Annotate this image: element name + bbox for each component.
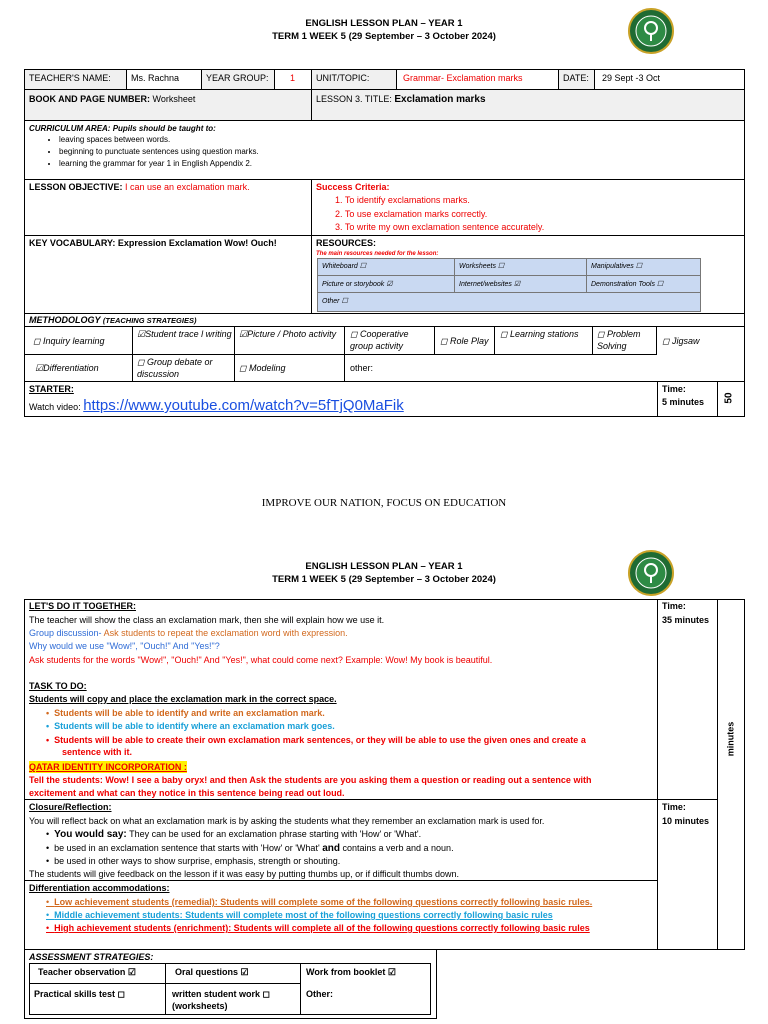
time2-label: Time: — [662, 802, 686, 812]
closure-title: Closure/Reflection: — [29, 802, 112, 812]
method-differentiation: ☑Differentiation — [35, 363, 99, 373]
lesson-label: LESSON 3. TITLE: — [316, 94, 392, 104]
header-line1: ENGLISH LESSON PLAN – YEAR 1 — [305, 561, 463, 572]
methodology-title: METHODOLOGY — [29, 315, 101, 325]
time1-value: 35 minutes — [662, 615, 710, 625]
closure-b1b: They can be used for an exclamation phrase starting with 'How' or 'What'. — [129, 829, 422, 839]
unit-value: Grammar- Exclamation marks — [403, 73, 523, 83]
unit-label: UNIT/TOPIC: — [316, 73, 370, 83]
method-roleplay: ◻ Role Play — [440, 336, 489, 346]
task-item-2: • Students will be able to identify where an exclamation mark goes. — [46, 721, 335, 731]
resource-internet: Internet/websites ☑ — [459, 281, 521, 288]
assess-booklet: Work from booklet ☑ — [306, 967, 396, 977]
resource-manipulatives: Manipulatives ☐ — [591, 263, 643, 270]
closure-b2c: contains a verb and a noun. — [342, 843, 454, 853]
task-item-3b: sentence with it. — [62, 747, 133, 757]
teacher-label: TEACHER'S NAME: — [29, 73, 111, 83]
resource-other: Other ☐ — [322, 298, 348, 305]
task-item-1: • Students will be able to identify and write an exclamation mark. — [46, 708, 325, 718]
success-item-2: 2. To use exclamation marks correctly. — [335, 209, 488, 219]
header-line2: TERM 1 WEEK 5 (29 September – 3 October 2024) — [272, 574, 496, 585]
method-problem: ◻ Problem Solving — [597, 329, 641, 351]
assess-title: ASSESSMENT STRATEGIES: — [29, 952, 154, 962]
method-trace: ☑Student trace l writing — [137, 329, 232, 339]
assess-practical: Practical skills test ◻ — [34, 989, 126, 999]
closure-line2: The students will give feedback on the lesson if it was easy by putting thumbs up, or if difficult thumbs down. — [29, 869, 460, 879]
book-value: Worksheet — [152, 94, 196, 104]
year-value: 1 — [290, 73, 296, 83]
together-line2a: Group discussion- — [29, 628, 102, 638]
resources-title: RESOURCES: — [316, 238, 377, 248]
method-picture: ☑Picture / Photo activity — [239, 329, 337, 339]
assess-written: written student work ◻ (worksheets) — [172, 989, 270, 1011]
task-subtitle: Students will copy and place the exclamation mark in the correct space. — [29, 694, 337, 704]
list-item: • learning the grammar for year 1 in English Appendix 2. — [59, 158, 259, 170]
starter-side-label: 50 — [723, 392, 735, 404]
success-title: Success Criteria: — [316, 182, 390, 192]
school-logo — [628, 550, 674, 596]
resources-subtitle: The main resources needed for the lesson: — [316, 251, 439, 257]
resource-demo: Demonstration Tools ☐ — [591, 281, 664, 288]
qatar-line2: excitement and what can they notice in this sentence being read out loud. — [29, 788, 345, 798]
success-item-1: 1. To identify exclamations marks. — [335, 195, 470, 205]
diff-middle: Middle achievement students: Students will complete most of the following questions correctly following basic rules — [54, 910, 553, 920]
closure-b2b: and — [322, 843, 340, 854]
starter-watch: Watch video: — [29, 402, 81, 412]
lesson-title: Exclamation marks — [394, 94, 486, 105]
starter-time: 5 minutes — [662, 397, 705, 407]
year-label: YEAR GROUP: — [206, 73, 269, 83]
closure-b2a: be used in an exclamation sentence that starts with 'How' or 'What' — [54, 843, 320, 853]
header-line2: TERM 1 WEEK 5 (29 September – 3 October 2024) — [272, 31, 496, 42]
time2-value: 10 minutes — [662, 816, 710, 826]
method-inquiry: ◻ Inquiry learning — [33, 336, 105, 346]
method-cooperative: ◻ Cooperative group activity — [350, 329, 409, 351]
closure-b3: be used in other ways to show surprise, emphasis, strength or shouting. — [54, 856, 341, 866]
vocab-label: KEY VOCABULARY: — [29, 238, 116, 248]
date-label: DATE: — [563, 73, 589, 83]
curriculum-title: CURRICULUM AREA: Pupils should be taught to: — [29, 124, 216, 133]
closure-line1: You will reflect back on what an exclamation mark is by asking the students what they remember an exclamation mark is used for. — [29, 816, 545, 826]
method-jigsaw: ◻ Jigsaw — [662, 336, 700, 346]
together-line3: Why would we use "Wow!", "Ouch!" And "Yes!"? — [29, 641, 220, 651]
method-debate: ◻ Group debate or discussion — [137, 357, 213, 379]
method-modeling: ◻ Modeling — [239, 363, 286, 373]
footer-motto: IMPROVE OUR NATION, FOCUS ON EDUCATION — [261, 497, 507, 509]
vocab-text: Expression Exclamation Wow! Ouch! — [117, 238, 277, 248]
objective-label: LESSON OBJECTIVE: — [29, 182, 123, 192]
header-line1: ENGLISH LESSON PLAN – YEAR 1 — [305, 18, 463, 29]
method-stations: ◻ Learning stations — [500, 329, 579, 339]
qatar-title: QATAR IDENTITY INCORPORATION : — [29, 762, 187, 772]
together-line2b: Ask students to repeat the exclamation word with expression. — [103, 628, 348, 638]
starter-video-link[interactable]: https://www.youtube.com/watch?v=5fTjQ0MaFik — [83, 397, 404, 414]
together-line4: Ask students for the words "Wow!", "Ouch!" And "Yes!", what could come next? Example: Wow! My book is beautiful. — [29, 655, 493, 665]
resource-whiteboard: Whiteboard ☐ — [322, 263, 367, 270]
task-item-3: • Students will be able to create their own exclamation mark sentences, or they will be able to use the given ones and create a — [46, 735, 586, 745]
school-logo — [628, 8, 674, 54]
diff-low: Low achievement students (remedial): Students will complete some of the following questions correctly following basic rules. — [54, 897, 593, 907]
starter-label: STARTER: — [29, 384, 74, 394]
together-title: LET'S DO IT TOGETHER: — [29, 601, 136, 611]
task-title: TASK TO DO: — [29, 681, 87, 691]
assess-teacher-obs: Teacher observation ☑ — [38, 967, 136, 977]
diff-title: Differentiation accommodations: — [29, 883, 170, 893]
time1-label: Time: — [662, 601, 686, 611]
success-item-3: 3. To write my own exclamation sentence accurately. — [335, 222, 545, 232]
assess-oral: Oral questions ☑ — [175, 967, 249, 977]
date-value: 29 Sept -3 Oct — [602, 73, 661, 83]
side-minutes: minutes — [725, 721, 736, 757]
book-label: BOOK AND PAGE NUMBER: — [29, 94, 150, 104]
closure-b1a: You would say: — [54, 829, 127, 840]
objective-text: I can use an exclamation mark. — [125, 182, 250, 192]
resource-picture: Picture or storybook ☑ — [322, 281, 393, 288]
qatar-line1: Tell the students: Wow! I see a baby oryx! and then Ask the students are you asking them a question or reading out a sentence with — [29, 775, 592, 785]
list-item: • leaving spaces between words. — [59, 134, 259, 146]
methodology-subtitle: (TEACHING STRATEGIES) — [102, 316, 197, 325]
curriculum-list — [29, 134, 259, 170]
method-other: other: — [350, 363, 374, 373]
resource-worksheets: Worksheets ☐ — [459, 263, 505, 270]
list-item: • beginning to punctuate sentences using question marks. — [59, 146, 259, 158]
teacher-name: Ms. Rachna — [131, 73, 180, 83]
starter-time-label: Time: — [662, 384, 686, 394]
together-line1: The teacher will show the class an exclamation mark, then she will explain how we use it. — [29, 615, 385, 625]
assess-other: Other: — [306, 989, 333, 999]
diff-high: High achievement students (enrichment): Students will complete all of the following questions correctly following basic rules — [54, 923, 590, 933]
